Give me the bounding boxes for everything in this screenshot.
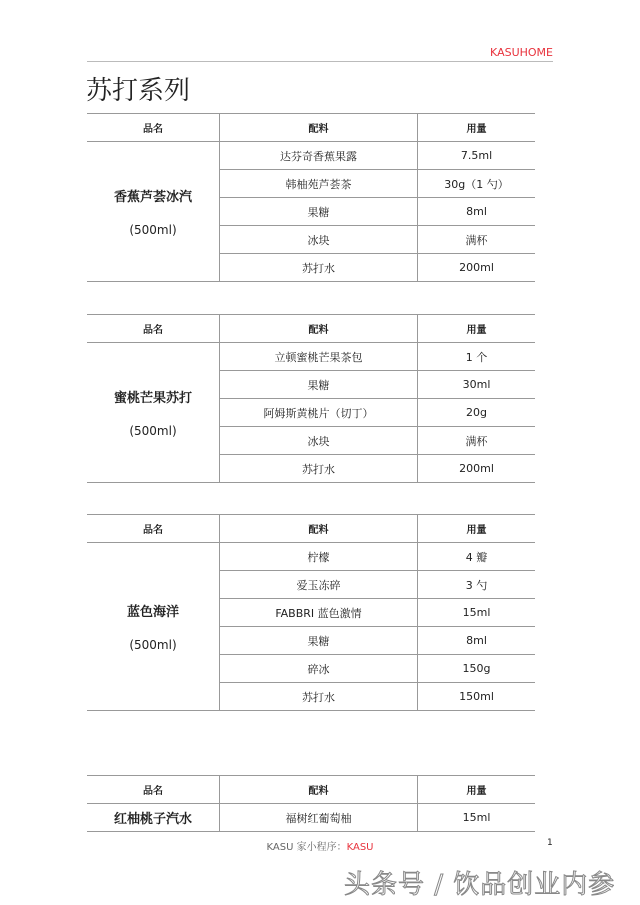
- ingredient: 韩柚苑芦荟茶: [220, 170, 418, 198]
- product-name: 蓝色海洋: [126, 605, 179, 620]
- ingredient: FABBRI 蓝色激情: [220, 599, 418, 627]
- table-header: [87, 515, 535, 543]
- footer: [0, 838, 640, 853]
- table-row: [87, 343, 535, 371]
- ingredient: 立顿蜜桃芒果茶包: [220, 343, 418, 371]
- amount: 15ml: [418, 599, 536, 627]
- amount: 200ml: [418, 455, 536, 483]
- ingredient: 果糖: [220, 198, 418, 226]
- amount: 3 勺: [418, 571, 536, 599]
- ingredient: 阿姆斯黄桃片（切丁）: [220, 399, 418, 427]
- product-cell: [87, 804, 220, 832]
- amount: 15ml: [418, 804, 536, 832]
- amount: 30g（1 勺）: [418, 170, 536, 198]
- watermark: 头条号 / 饮品创业内参: [344, 870, 616, 900]
- amount: 1 个: [418, 343, 536, 371]
- amount: 8ml: [418, 627, 536, 655]
- table-row: [87, 543, 535, 571]
- brand-header: KASUHOME: [490, 46, 553, 59]
- amount: 150ml: [418, 683, 536, 711]
- ingredient: 爱玉冻碎: [220, 571, 418, 599]
- page-number: 1: [547, 838, 553, 848]
- amount: 满杯: [418, 226, 536, 254]
- column-header: 配料: [220, 776, 418, 804]
- ingredient: 达芬奇香蕉果露: [220, 142, 418, 170]
- ingredient: 冰块: [220, 226, 418, 254]
- column-header: 配料: [220, 315, 418, 343]
- product-cell: [87, 543, 220, 711]
- product-name: 香蕉芦荟冰汽: [113, 190, 192, 205]
- product-volume: (500ml): [129, 424, 177, 438]
- amount: 7.5ml: [418, 142, 536, 170]
- amount: 满杯: [418, 427, 536, 455]
- amount: 30ml: [418, 371, 536, 399]
- footer-highlight: KASU: [346, 842, 374, 853]
- table-header: [87, 315, 535, 343]
- page-title: 苏打系列: [86, 76, 191, 106]
- recipe-table: [87, 775, 535, 832]
- column-header: 用量: [418, 114, 536, 142]
- product-cell: [87, 343, 220, 483]
- amount: 20g: [418, 399, 536, 427]
- ingredient: 苏打水: [220, 683, 418, 711]
- table-row: [87, 804, 535, 832]
- ingredient: 苏打水: [220, 455, 418, 483]
- ingredient: 冰块: [220, 427, 418, 455]
- table-row: [87, 142, 535, 170]
- footer-label: KASU 家小程序：: [266, 842, 347, 853]
- product-cell: [87, 142, 220, 282]
- column-header: 品名: [87, 315, 220, 343]
- amount: 8ml: [418, 198, 536, 226]
- column-header: 品名: [87, 114, 220, 142]
- amount: 200ml: [418, 254, 536, 282]
- ingredient: 果糖: [220, 371, 418, 399]
- table-header: [87, 114, 535, 142]
- ingredient: 福树红葡萄柚: [220, 804, 418, 832]
- column-header: 用量: [418, 515, 536, 543]
- product-name: 蜜桃芒果苏打: [113, 391, 192, 406]
- column-header: 配料: [220, 114, 418, 142]
- column-header: 用量: [418, 776, 536, 804]
- column-header: 配料: [220, 515, 418, 543]
- recipe-table: [87, 314, 535, 483]
- recipe-table: [87, 113, 535, 282]
- column-header: 用量: [418, 315, 536, 343]
- product-volume: (500ml): [129, 223, 177, 237]
- column-header: 品名: [87, 515, 220, 543]
- header-divider: [87, 61, 553, 62]
- product-volume: (500ml): [129, 638, 177, 652]
- ingredient: 碎冰: [220, 655, 418, 683]
- ingredient: 苏打水: [220, 254, 418, 282]
- table-header: [87, 776, 535, 804]
- ingredient: 柠檬: [220, 543, 418, 571]
- column-header: 品名: [87, 776, 220, 804]
- ingredient: 果糖: [220, 627, 418, 655]
- product-name: 红柚桃子汽水: [113, 812, 192, 827]
- recipe-table: [87, 514, 535, 711]
- amount: 150g: [418, 655, 536, 683]
- amount: 4 瓣: [418, 543, 536, 571]
